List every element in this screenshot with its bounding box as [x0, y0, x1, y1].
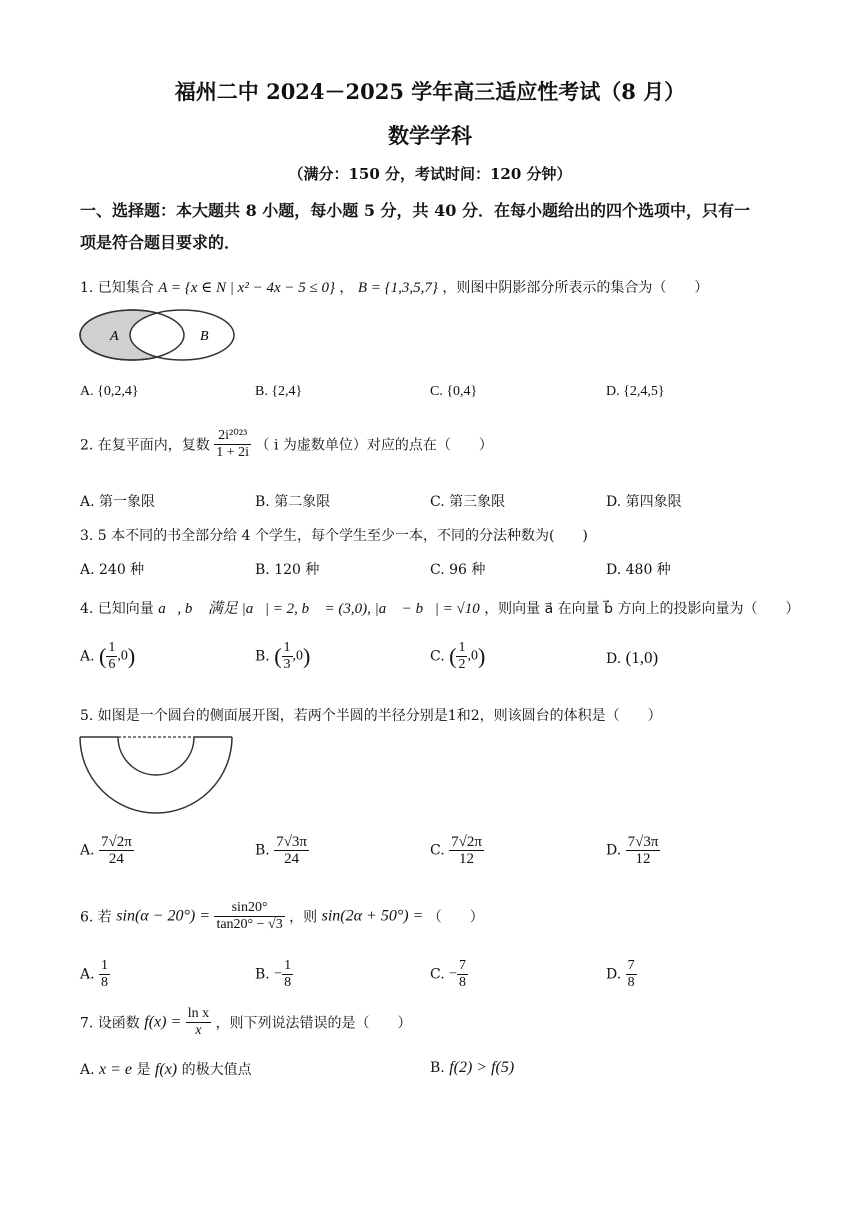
question-6: 6. 若 sin(α − 20°) = $\frac{\sin 20^\circ}{\tan 20^\circ - √3}$ ，则 sin(2α + 50°) = （ ）: [80, 900, 484, 932]
q1-option-a: A. {0,2,4}: [80, 384, 139, 399]
q2-fraction: $\frac{\text{2i²⁰²³}}{1 + 2i}$: [216, 428, 250, 460]
set-a: A = {x ∈ N | x² − 4x − 5 ≤ 0}: [158, 280, 335, 296]
set-b: B = {1,3,5,7}: [357, 280, 438, 296]
venn-label-a: A: [110, 329, 119, 344]
subject-title: 数学学科: [388, 123, 472, 148]
q4-option-d: D. (1,0): [606, 648, 659, 667]
q6-option-a: A. $\frac{1}{8}$: [80, 958, 109, 990]
q5-option-c: C. $\frac{7√2\pi}{12}$: [430, 834, 482, 867]
section-heading-line2: 项是符合题目要求的．: [80, 233, 241, 252]
question-4: 4. 已知向量 a⃗, b⃗ 满足 |a⃗| = 2, b⃗ = (3,0), |a⃗ − b⃗| = √10 ，则向量 a⃗ 在向量 b⃗ 方向上的投影向量为（ ）: [80, 601, 800, 617]
q1-option-d: D. {2,4,5}: [606, 384, 665, 399]
question-7: 7. 设函数 f(x) = $\frac{\text{ln x}}{x}$ ，则下列说法错误的是（ ）: [80, 1006, 412, 1038]
q5-option-a: A. $\frac{7√2\pi}{24}$: [80, 834, 132, 867]
q3-option-b: B. 120 种: [255, 562, 320, 578]
q2-option-a: A. 第一象限: [80, 494, 156, 510]
q7-fraction: $\frac{\text{ln x}}{x}$: [187, 1006, 210, 1038]
question-2: 2. 在复平面内，复数 $\frac{\text{2i²⁰²³}}{1 + 2i}$ （ i 为虚数单位）对应的点在（ ）: [80, 428, 493, 460]
question-3: 3. 5 本不同的书全部分给 4 个学生，每个学生至少一本，不同的分法种数为( ): [80, 528, 588, 544]
question-1: 1. 已知集合 A = {x ∈ N | x² − 4x − 5 ≤ 0} ， B = {1,3,5,7} ，则图中阴影部分所表示的集合为（ ）: [80, 280, 709, 296]
q3-option-a: A. 240 种: [80, 562, 145, 578]
q5-option-b: B. $\frac{7√3\pi}{24}$: [255, 834, 308, 867]
q3-option-c: C. 96 种: [430, 562, 486, 578]
q6-option-d: D. $\frac{7}{8}$: [606, 958, 635, 990]
section-heading-line1: 一、选择题：本大题共 8 小题，每小题 5 分，共 40 分．在每小题给出的四个选项中，只有一: [80, 201, 750, 220]
venn-label-b: B: [200, 329, 209, 344]
exam-info: （满分：150 分，考试时间：120 分钟）: [288, 165, 572, 183]
q1-option-c: C. {0,4}: [430, 384, 478, 399]
q6-option-c: C. − $\frac{7}{8}$: [430, 958, 467, 990]
q1-option-b: B. {2,4}: [255, 384, 303, 399]
q2-option-c: C. 第三象限: [430, 494, 506, 510]
q4-option-a: A. ( $\frac{1}{6}$ ,0): [80, 640, 136, 672]
venn-diagram: [78, 308, 240, 364]
q6-option-b: B. − $\frac{1}{8}$: [255, 958, 292, 990]
q6-fraction: $\frac{\sin 20^\circ}{\tan 20^\circ - √3}$: [216, 900, 283, 932]
q5-option-d: D. $\frac{7√3\pi}{12}$: [606, 834, 659, 867]
q4-option-c: C. ( $\frac{1}{2}$ ,0): [430, 640, 486, 672]
q2-option-d: D. 第四象限: [606, 494, 682, 510]
q7-option-a: A. x = e 是 f(x) 的极大值点: [80, 1061, 252, 1078]
q7-option-b: B. f(2) > f(5): [430, 1059, 515, 1076]
frustum-lateral-development-figure: [78, 734, 234, 814]
q2-option-b: B. 第二象限: [255, 494, 331, 510]
question-5: 5. 如图是一个圆台的侧面展开图，若两个半圆的半径分别是1和2，则该圆台的体积是（ ）: [80, 708, 662, 724]
q4-condition: a⃗, b⃗ 满足 |a⃗| = 2, b⃗ = (3,0), |a⃗ − b⃗| = √10: [158, 601, 480, 617]
q4-option-b: B. ( $\frac{1}{3}$ ,0): [255, 640, 311, 672]
q3-option-d: D. 480 种: [606, 562, 671, 578]
exam-title: 福州二中 2024－2025 学年高三适应性考试（8 月）: [174, 79, 686, 104]
